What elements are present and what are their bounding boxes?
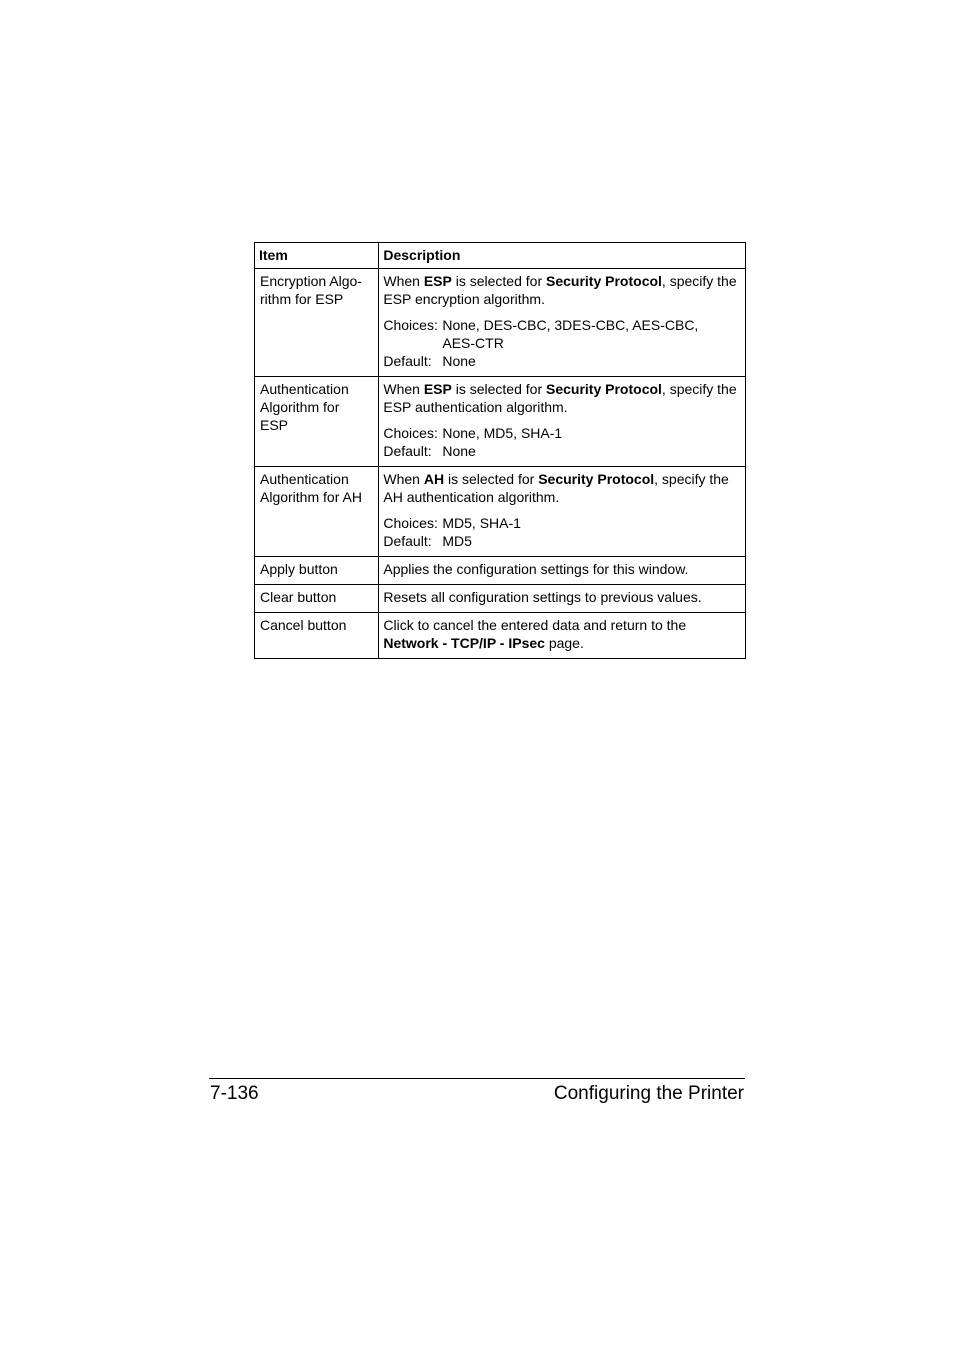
- choices-line: Choices: None, DES-CBC, 3DES-CBC, AES-CBC, AES-CTR: [383, 317, 699, 351]
- description-cell: Click to cancel the entered data and return to the Network - TCP/IP - IPsec page.: [383, 617, 687, 651]
- settings-table: [254, 242, 746, 659]
- desc-line: When ESP is selected for Security Protocol, specify the: [383, 381, 737, 397]
- item-clear-button: Clear button: [260, 589, 337, 605]
- default-line: Default: MD5: [383, 533, 472, 549]
- table-row: [255, 269, 746, 377]
- table-row: [255, 585, 746, 613]
- page-number: 7-136: [210, 1083, 259, 1104]
- default-line: Default: None: [383, 443, 476, 459]
- choices-line: Choices: MD5, SHA-1: [383, 515, 521, 531]
- table-row: [255, 613, 746, 659]
- header-item: Item: [255, 243, 379, 269]
- item-apply-button: Apply button: [260, 561, 338, 577]
- item-cancel-button: Cancel button: [260, 617, 347, 633]
- description-cell: When AH is selected for Security Protocol, specify the AH authentication algorithm. Choices: MD5, SHA-1 Default: MD5: [379, 467, 745, 556]
- description-cell: When ESP is selected for Security Protocol, specify the ESP authentication algorithm. Choices: None, MD5, SHA-1 Default: None: [379, 377, 745, 466]
- description-cell: When ESP is selected for Security Protocol, specify the ESP encryption algorithm. Choices: None, DES-CBC, 3DES-CBC, AES-CBC, AES-CTR Default: None: [379, 269, 745, 376]
- table-header-row: [255, 243, 746, 269]
- chapter-title: Configuring the Printer: [553, 1083, 744, 1104]
- item-encryption-algorithm-esp: Encryption Algo- rithm for ESP: [260, 273, 362, 307]
- item-authentication-algorithm-ah: Authentication Algorithm for AH: [260, 471, 362, 505]
- footer-divider: [209, 1078, 745, 1079]
- description-cell: Resets all configuration settings to previous values.: [383, 589, 702, 605]
- header-description: Description: [379, 243, 746, 269]
- default-line: Default: None: [383, 353, 476, 369]
- item-authentication-algorithm-esp: Authentication Algorithm for ESP: [260, 381, 349, 433]
- table-row: [255, 377, 746, 467]
- desc-line: When AH is selected for Security Protocol, specify the: [383, 471, 729, 487]
- choices-line: Choices: None, MD5, SHA-1: [383, 425, 563, 441]
- table-row: [255, 467, 746, 557]
- description-cell: Applies the configuration settings for this window.: [383, 561, 689, 577]
- table-row: [255, 557, 746, 585]
- desc-line: When ESP is selected for Security Protocol, specify the: [383, 273, 737, 289]
